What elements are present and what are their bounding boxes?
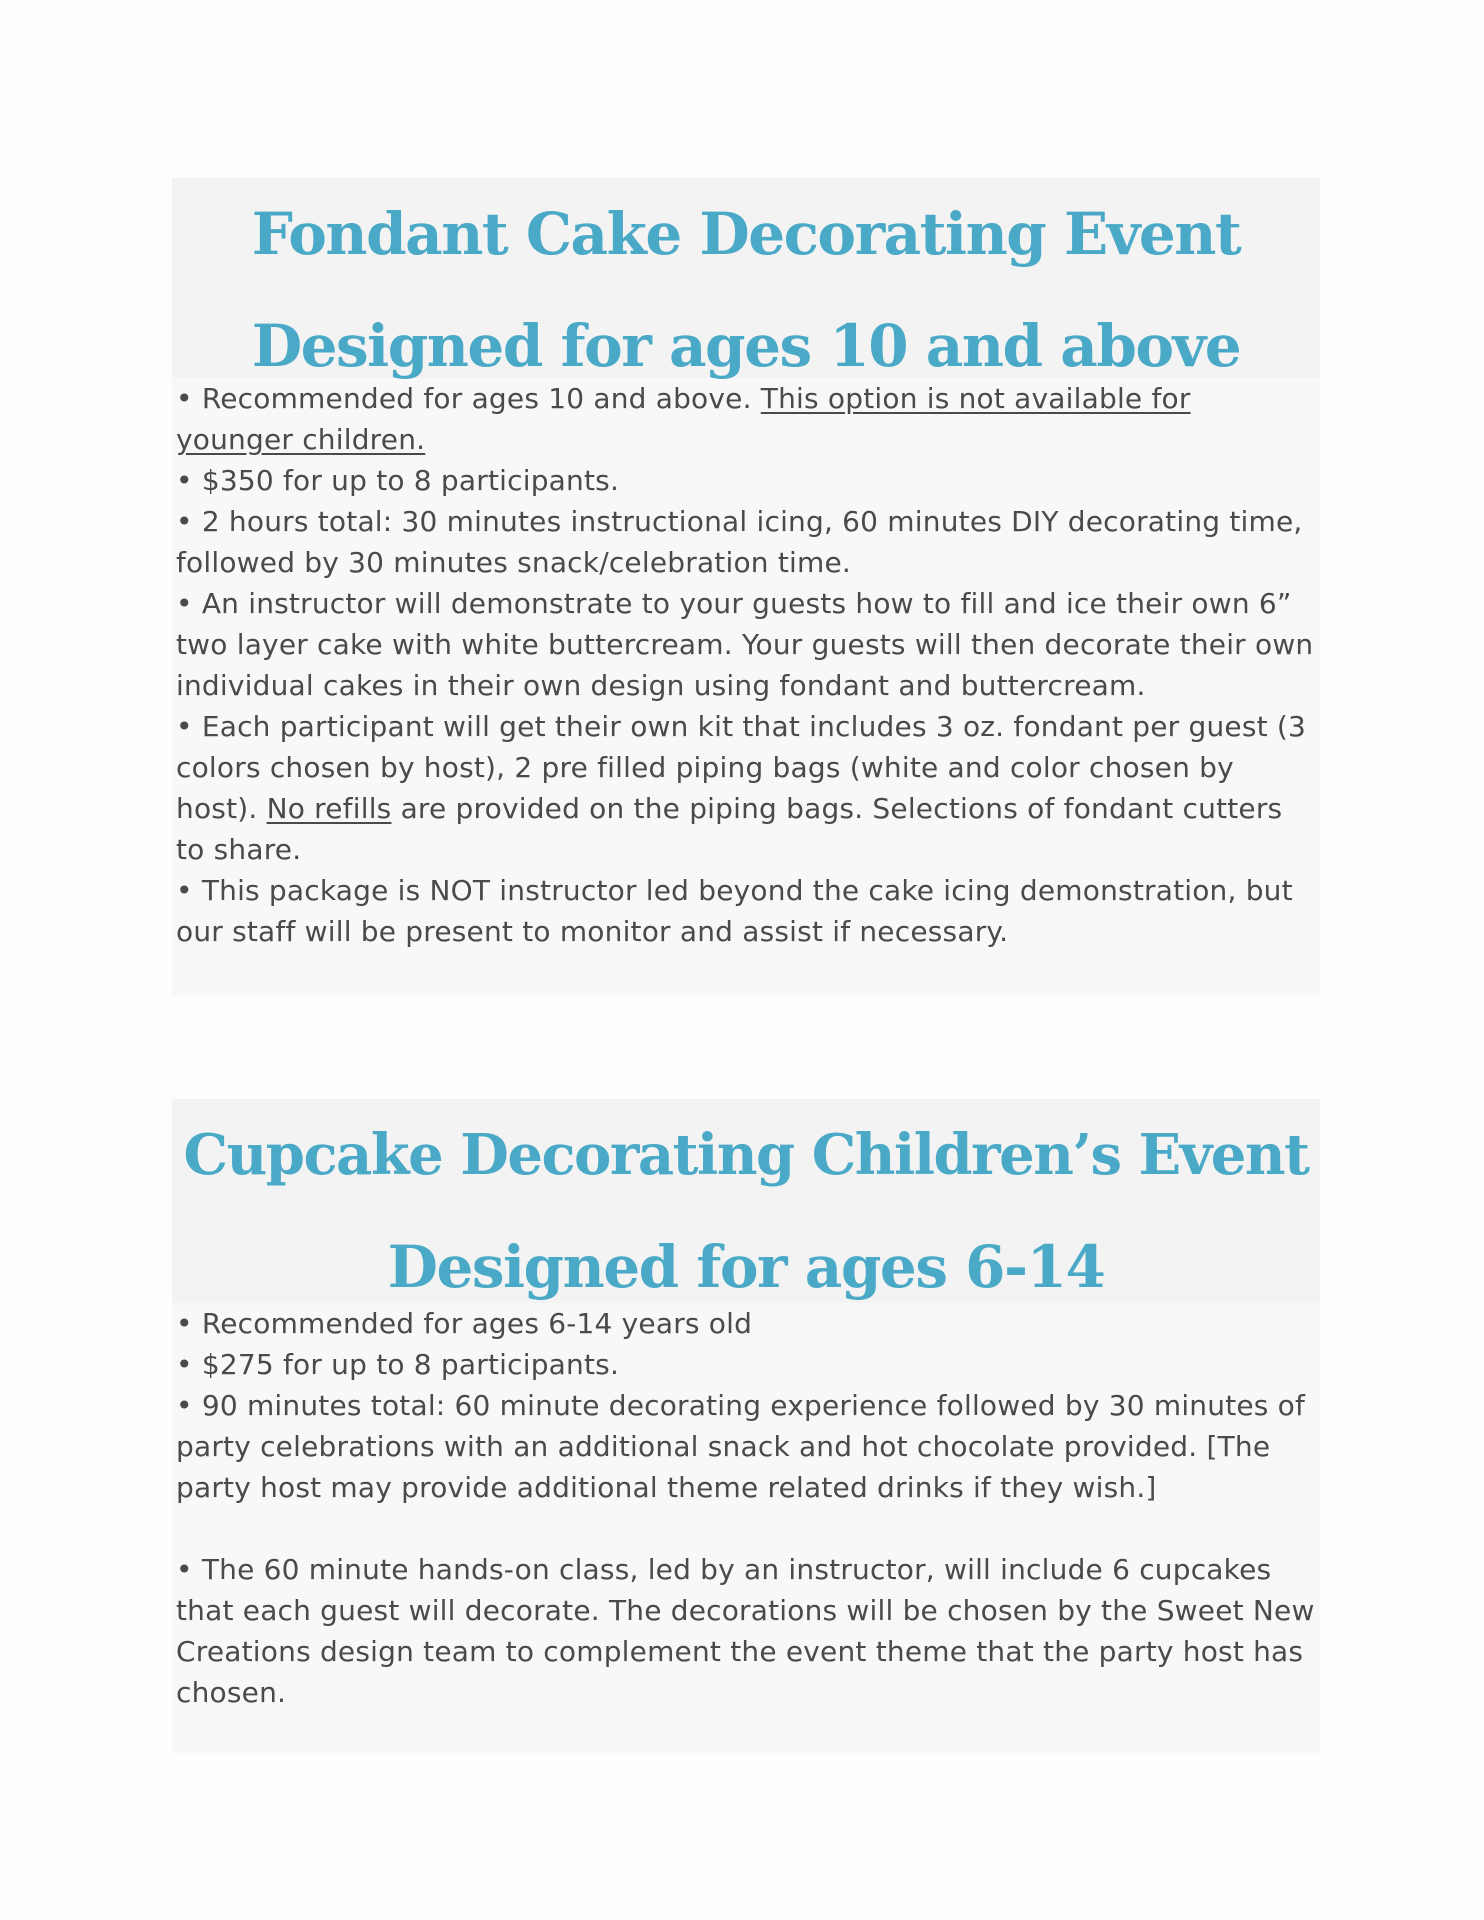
cupcake-bullet-age: • Recommended for ages 6-14 years old: [176, 1307, 753, 1340]
cupcake-age-subtitle: Designed for ages 6-14: [387, 1233, 1105, 1301]
no-refills-note: No refills: [266, 792, 392, 825]
cupcake-event-card: [172, 1099, 1320, 1753]
fondant-bullet-age: • Recommended for ages 10 and above. This option is not available for younger children.: [176, 382, 1191, 456]
fondant-heading: [172, 178, 1320, 378]
cupcake-heading: [172, 1099, 1320, 1303]
fondant-details: [172, 378, 1320, 952]
fondant-title: Fondant Cake Decorating Event: [251, 200, 1241, 268]
paragraph-gap: [176, 1508, 1316, 1549]
cupcake-title: Cupcake Decorating Children’s Event: [183, 1122, 1309, 1188]
fondant-bullet-price: • $350 for up to 8 participants.: [176, 464, 620, 497]
fondant-age-subtitle: Designed for ages 10 and above: [251, 312, 1241, 380]
fondant-bullet-staff: • This package is NOT instructor led beyond the cake icing demonstration, but our staff will be present to monitor and assist if necessary.: [176, 874, 1293, 948]
fondant-bullet-duration: • 2 hours total: 30 minutes instructional icing, 60 minutes DIY decorating time, followed by 30 minutes snack/celebration time.: [176, 505, 1303, 579]
fondant-age-restriction-note: This option is not available for younger children.: [176, 382, 1191, 456]
cupcake-details: [172, 1303, 1320, 1713]
fondant-event-card: [172, 178, 1320, 995]
fondant-bullet-demo: • An instructor will demonstrate to your guests how to fill and ice their own 6” two layer cake with white buttercream. Your guests will then decorate their own individual cakes in their own design using fondant and buttercream.: [176, 587, 1314, 702]
cupcake-bullet-class: • The 60 minute hands-on class, led by an instructor, will include 6 cupcakes that each guest will decorate. The decorations will be chosen by the Sweet New Creations design team to complement the event theme that the party host has chosen.: [176, 1553, 1315, 1709]
fondant-bullet-kit: • Each participant will get their own kit that includes 3 oz. fondant per guest (3 colors chosen by host), 2 pre filled piping bags (white and color chosen by host). No refills are provided on the piping bags. Selections of fondant cutters to share.: [176, 710, 1307, 866]
cupcake-bullet-price: • $275 for up to 8 participants.: [176, 1348, 620, 1381]
cupcake-bullet-duration: • 90 minutes total: 60 minute decorating experience followed by 30 minutes of party celebrations with an additional snack and hot chocolate provided. [The party host may provide additional theme related drinks if they wish.]: [176, 1389, 1306, 1504]
